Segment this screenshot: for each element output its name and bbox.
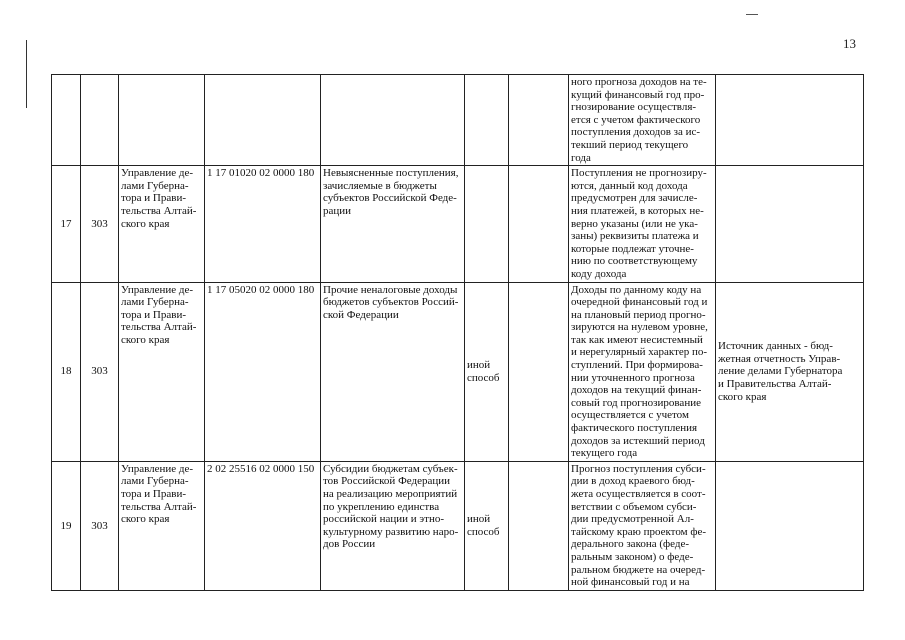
calculation-formula: [509, 75, 569, 166]
revenue-forecast-table: [51, 74, 864, 591]
data-source: [716, 75, 864, 166]
forecast-algorithm: Поступления не прогнозиру- ются, данный код дохода предусмотрен для зачисле- ния платежей, в которых не- верно указаны (или не ука- заны) реквизиты платежа и которые подлежат уточне- нию по соответствующему коду дохода: [569, 166, 716, 282]
forecast-algorithm: Прогноз поступления субси- дии в доход краевого бюд- жета осуществляется в соот- ветствии с объемом субси- дии предусмотренной Ал- тайскому краю проектом фе- дерального закона (феде- ральным законом) о феде- ральном бюджете на очеред- ной финансовый год и на: [569, 461, 716, 590]
row-number: 19: [52, 461, 81, 590]
forecast-method: [465, 166, 509, 282]
administrator-name: Управление де- лами Губерна- тора и Прави- тельства Алтай- ского края: [119, 166, 205, 282]
row-number: 17: [52, 166, 81, 282]
revenue-name: Невыясненные поступления, зачисляемые в бюджеты субъектов Российской Феде- рации: [321, 166, 465, 282]
row-number: 18: [52, 282, 81, 461]
administrator-name: [119, 75, 205, 166]
row-number: [52, 75, 81, 166]
admin-code: 303: [81, 461, 119, 590]
calculation-formula: [509, 461, 569, 590]
calculation-formula: [509, 166, 569, 282]
admin-code: 303: [81, 166, 119, 282]
data-source: [716, 461, 864, 590]
revenue-name: [321, 75, 465, 166]
page-number: 13: [843, 36, 856, 51]
administrator-name: Управление де- лами Губерна- тора и Прави- тельства Алтай- ского края: [119, 282, 205, 461]
margin-rule: [26, 40, 27, 108]
admin-code: [81, 75, 119, 166]
budget-classification-code: [205, 75, 321, 166]
administrator-name: Управление де- лами Губерна- тора и Прави- тельства Алтай- ского края: [119, 461, 205, 590]
data-source: [716, 166, 864, 282]
budget-classification-code: 1 17 01020 02 0000 180: [205, 166, 321, 282]
forecast-algorithm: Доходы по данному коду на очередной финансовый год и на плановый период прогно- зируются на нулевом уровне, так как имеют несистемный и нерегулярный характер по- ступлений. При формирова- нии уточненного прогноза доходов на текущий финан- совый год прогнозирование осуществляется с учетом фактического поступления доходов за истекший период текущего года: [569, 282, 716, 461]
budget-classification-code: 2 02 25516 02 0000 150: [205, 461, 321, 590]
table-row: [52, 282, 864, 461]
admin-code: 303: [81, 282, 119, 461]
revenue-name: Прочие неналоговые доходы бюджетов субъектов Россий- ской Федерации: [321, 282, 465, 461]
forecast-algorithm: ного прогноза доходов на те- кущий финансовый год про- гнозирование осуществля- ется с учетом фактического поступления доходов за ис- текший период текущего года: [569, 75, 716, 166]
forecast-method: иной способ: [465, 282, 509, 461]
budget-classification-code: 1 17 05020 02 0000 180: [205, 282, 321, 461]
forecast-method: [465, 75, 509, 166]
table-row: [52, 166, 864, 282]
calculation-formula: [509, 282, 569, 461]
table-row: [52, 75, 864, 166]
scan-mark: [746, 14, 758, 15]
revenue-name: Субсидии бюджетам субъек- тов Российской Федерации на реализацию мероприятий по укреплению единства российской нации и этно- культурному развитию наро- дов России: [321, 461, 465, 590]
table-row: [52, 461, 864, 590]
forecast-method: иной способ: [465, 461, 509, 590]
data-source: Источник данных - бюд- жетная отчетность Управ- ление делами Губернатора и Правительства Алтай- ского края: [716, 282, 864, 461]
